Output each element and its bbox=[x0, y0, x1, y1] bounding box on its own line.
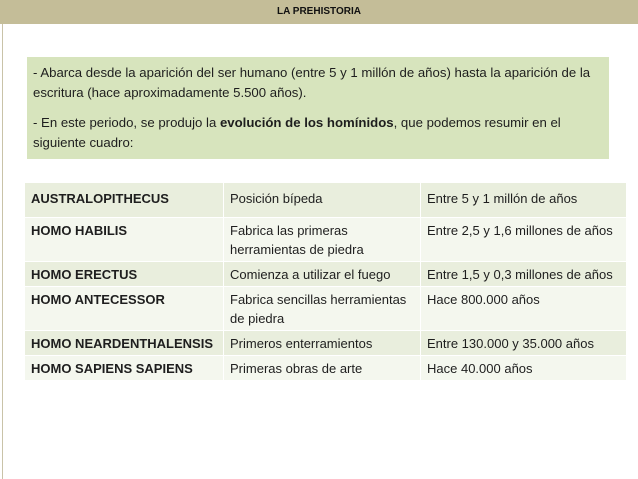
intro-text-after: , que podemos resumir en el siguiente cuadro: bbox=[33, 115, 561, 150]
period-cell: Entre 5 y 1 millón de años bbox=[421, 183, 627, 218]
intro-paragraph-1: - Abarca desde la aparición del ser humano (entre 5 y 1 millón de años) hasta la aparición de la escritura (hace aproximadamente 5.500 años). bbox=[33, 65, 591, 100]
left-divider bbox=[2, 24, 3, 479]
feature-cell: Fabrica las primeras herramientas de piedra bbox=[224, 218, 421, 262]
table-row bbox=[25, 262, 627, 287]
species-cell: HOMO ANTECESSOR bbox=[25, 287, 224, 331]
feature-cell: Fabrica sencillas herramientas de piedra bbox=[224, 287, 421, 331]
intro-paragraph-2 bbox=[33, 113, 599, 153]
intro-box bbox=[27, 57, 609, 159]
period-cell: Hace 800.000 años bbox=[421, 287, 627, 331]
table-row bbox=[25, 218, 627, 262]
header-bar bbox=[0, 0, 638, 24]
page-title: LA PREHISTORIA bbox=[277, 6, 361, 17]
period-cell: Entre 2,5 y 1,6 millones de años bbox=[421, 218, 627, 262]
species-cell: HOMO SAPIENS SAPIENS bbox=[25, 356, 224, 381]
table-row bbox=[25, 331, 627, 356]
intro-text-bold: evolución de los homínidos bbox=[219, 115, 394, 130]
feature-cell: Posición bípeda bbox=[224, 183, 421, 218]
table-row bbox=[25, 356, 627, 381]
hominid-table bbox=[24, 182, 627, 381]
table-row bbox=[25, 287, 627, 331]
species-cell: HOMO ERECTUS bbox=[25, 262, 224, 287]
period-cell: Entre 1,5 y 0,3 millones de años bbox=[421, 262, 627, 287]
species-cell: HOMO NEARDENTHALENSIS bbox=[25, 331, 224, 356]
table-row bbox=[25, 183, 627, 218]
feature-cell: Primeras obras de arte bbox=[224, 356, 421, 381]
intro-text-before: - En este periodo, se produjo la bbox=[33, 115, 220, 130]
period-cell: Hace 40.000 años bbox=[421, 356, 627, 381]
period-cell: Entre 130.000 y 35.000 años bbox=[421, 331, 627, 356]
species-cell: HOMO HABILIS bbox=[25, 218, 224, 262]
species-cell: AUSTRALOPITHECUS bbox=[25, 183, 224, 218]
feature-cell: Primeros enterramientos bbox=[224, 331, 421, 356]
feature-cell: Comienza a utilizar el fuego bbox=[224, 262, 421, 287]
